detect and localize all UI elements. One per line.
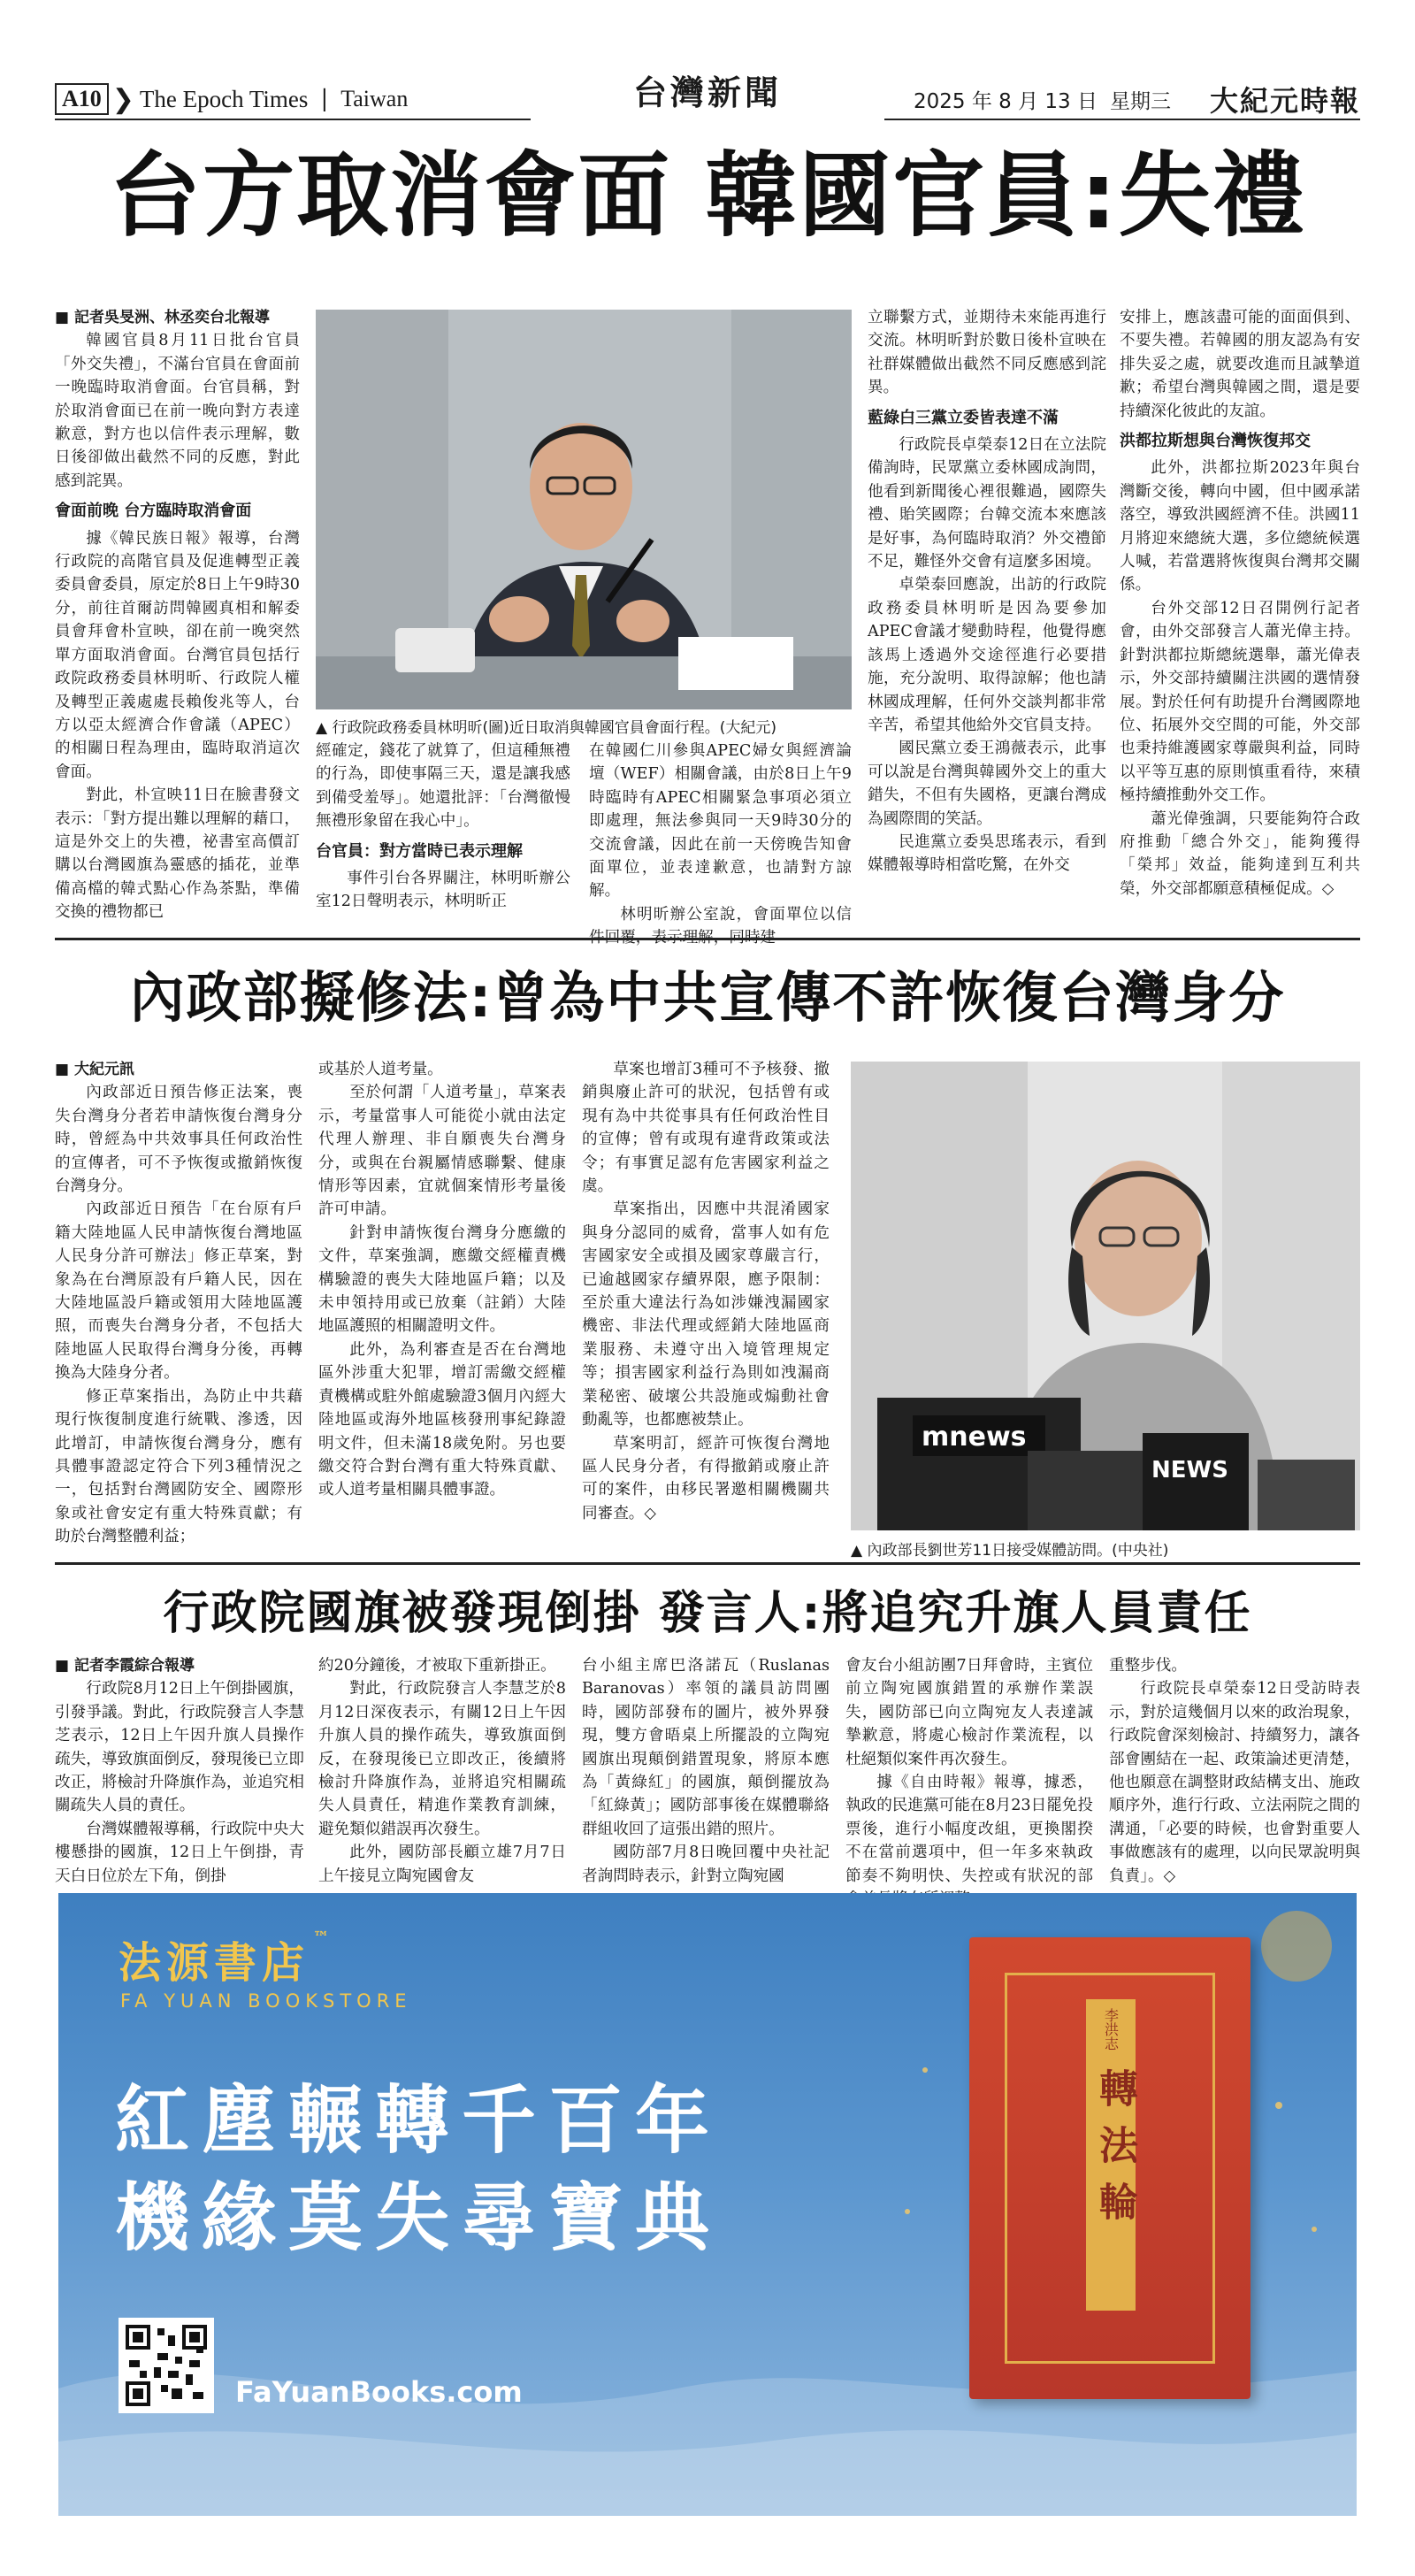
section-title: 台灣新聞: [632, 73, 782, 112]
article3-col3-p1: 國防部7月8日晚回覆中央社記者詢問時表示，針對立陶宛國: [582, 1844, 830, 1885]
article3-col5: [1109, 1654, 1360, 1885]
article1-col1b-p1: 對此，朴宣映11日在臉書發文表示：「對方提出難以理解的藉口，這是外交上的失禮，祕書室高價訂購以台灣國旗為靈感的插花，並準備高檔的韓式點心作為茶點，準備交換的禮物都已: [55, 786, 300, 922]
article2-col2-p3: 此外，為利審查是否在台灣地區外涉重大犯罪，增訂需繳交經權責機構或駐外館處驗證3個月內經大陸地區或海外地區核發刑事紀錄證明文件，但未滿18歲免附。另也要繳交符合對台灣有重大特殊貢獻、或人道考量相關具體事證。: [318, 1340, 566, 1499]
ad-slogan-1: 紅塵輾轉千百年: [115, 2076, 723, 2164]
article1-byline: ■ 記者吳旻洲、林丞奕台北報導: [55, 309, 270, 326]
article1-col3-p1: 林明昕辦公室說，會面單位以信: [620, 905, 852, 924]
section-title-wrap: [531, 69, 884, 120]
article3-col2-p1: 對此，行政院發言人李慧芝於8月12日深夜表示，有關12日上午因升旗人員的操作疏失，導致旗面倒反，在發現後已立即改正，後續將檢討升降旗作為，並將追究相關疏失人員責任，精進作業教育訓練，避免類似錯誤再次發生。: [318, 1680, 566, 1838]
bookstore-advertisement[interactable]: [58, 1893, 1357, 2516]
article3-col1: [55, 1654, 304, 1885]
article2-col1-p1: 內政部近日預告「在台原有戶籍大陸地區人民申請恢復台灣地區人民身分許可辦法」修正草案，對象為在台灣原設有戶籍人民，因在大陸地區設戶籍或領用大陸地區護照，而喪失台灣身分者，不包括大陸地區人民取得台灣身分後，再轉換為大陸身分者。: [55, 1200, 302, 1383]
article1-subhead4: 藍綠白三黨立委皆表達不滿: [868, 408, 1059, 427]
article1-col4b-p3: 民進黨立委吳思瑤表示，看到媒體報導時相當吃驚，在外交: [868, 832, 1106, 875]
article-divider-2: [55, 1562, 1360, 1565]
article3-col4-p1: 據《自由時報》報導，據悉，執政的民進黨可能在8月23日罷免投票後，進行小幅度改組，更換閣揆不在當前選項中，但一年多來執政節奏不夠明快、失控或有狀況的部: [845, 1774, 1093, 1885]
article2-col1: [55, 1058, 302, 1553]
article2-headline: 內政部擬修法:曾為中共宣傳不許恢復台灣身分: [129, 965, 1286, 1030]
article2-col3-p2: 草案明訂，經許可恢復台灣地區人民身分者，有得撤銷或廢止許可的案件，由移民署邀相關機關共同審查。◇: [582, 1434, 830, 1522]
page-number: A10: [55, 83, 109, 115]
article3-byline: ■ 記者李霞綜合報導: [55, 1657, 195, 1675]
ad-website-link[interactable]: FaYuanBooks.com: [235, 2375, 523, 2409]
article2-col3-p1: 草案指出，因應中共混淆國家與身分認同的威脅，當事人如有危害國家安全或損及國家尊嚴言行，已逾越國家存續界限，應予限制：至於重大違法行為如涉嫌洩漏國家機密、非法代理或經銷大陸地區商業服務、未遵守出入境管理規定等；損害國家利益行為則如洩漏商業秘密、破壞公共設施或煽動社會動亂等，也都應被禁止。: [582, 1200, 830, 1430]
article1-col5b-p0: 此外，洪都拉斯2023年與台灣斷交後，轉向中國，但中國承諾落空，導致洪國經濟不佳。洪國11月將迎來總統大選，多位總統候選人喊，若當選將恢復與台灣邦交關係。: [1120, 459, 1360, 594]
article3-col4-p0: 會友台小組訪團7日拜會時，主賓位前立陶宛國旗錯置的承辦作業誤失，國防部已向立陶宛友人表達誠摯歉意，將處心檢討作業流程，以杜絕類似案件再次發生。: [845, 1657, 1093, 1768]
header-separator: |: [320, 86, 329, 112]
article1-col4b-p0: 行政院長卓榮泰12日在立法院備詢時，民眾黨立委林國成詢問，他看到新聞後心裡很難過，國際失禮、貽笑國際；台韓交流本來應該是好事，為何臨時取消？外交禮節不足，難怪外交會有這麼多困境。: [868, 436, 1106, 571]
article1-photo: [316, 310, 852, 709]
article1-col4-p0: 立聯繫方式，並期待未來能再進行交流。林明昕對於數日後朴宣映在社群媒體做出截然不同反應感到詫異。: [868, 309, 1106, 397]
article1-col4b-p1: 卓榮泰回應說，出訪的行政院政務委員林明昕是因為要參加APEC會議才變動時程，他覺得應該馬上透過外交途徑進行必要措施，充分說明、取得諒解；他也請林國成理解，任何外交談判都非常辛苦，希望其他給外交官員支持。: [868, 576, 1106, 734]
book-title-strip: [1086, 1999, 1136, 2311]
article2-photo: [851, 1062, 1360, 1530]
article1-col5b-p1: 台外交部12日召開例行記者會，由外交部發言人蕭光偉主持。針對洪都拉斯總統選舉，蕭光偉表示，外交部持續關注洪國的選情發展。對於任何有助提升台灣國際地位、拓展外交空間的可能，外交部也秉持維護國家尊嚴與利益，同時以平等互惠的原則慎重看待，來積極持續推動外交工作。: [1120, 599, 1360, 805]
article1-col2b-p0: 事件引台各界關注，林明昕辦公室12日聲明表示，林明昕正: [316, 870, 570, 911]
minister-interview-image: [851, 1062, 1360, 1530]
article3-col2-p2: 此外，國防部長顧立雄7月7日上午接見立陶宛國會友: [318, 1844, 566, 1885]
article1-col1-p0: 韓國官員8月11日批台官員「外交失禮」，不滿台官員在會面前一晚臨時取消會面。台官員稱，對於取消會面已在前一晚向對方表達歉意，對方也以信件表示理解，數日後卻做出截然不同的反應，對此感到詫異。: [55, 332, 300, 490]
article3-headline: 行政院國旗被發現倒掛 發言人:將追究升旗人員責任: [163, 1587, 1252, 1640]
article1-col1: [55, 306, 300, 925]
article2-col2: [318, 1058, 566, 1553]
article2-col1-p2: 修正草案指出，為防止中共藉現行恢復制度進行統戰、滲透，因此增訂，申請恢復台灣身分，應有具體事證認定符合下列3種情況之一，包括對台灣國防安全、國際形象或社會安定有重大特殊貢獻；有助於台灣整體利益；: [55, 1387, 302, 1546]
mic-label-2: NEWS: [1151, 1457, 1228, 1484]
article1-col3: [589, 740, 852, 925]
newspaper-logo: 大紀元時報: [1209, 84, 1360, 118]
official-portrait-image: [316, 310, 852, 709]
article3-col2-p0: 約20分鐘後，才被取下重新掛正。: [318, 1657, 556, 1675]
article1-subhead1: 會面前晚 台方臨時取消會面: [55, 502, 252, 521]
article2-col2-p2: 針對申請恢復台灣身分應繳的文件，草案強調，應繳交經權責機構驗證的喪失大陸地區戶籍；以及未申領持用或已放棄（註銷）大陸地區護照的相關證明文件。: [318, 1223, 566, 1336]
article1-col4b-p2: 國民黨立委王鴻薇表示，此事可以說是台灣與韓國外交上的重大錯失，不但有失國格，更讓台灣成為國際間的笑話。: [868, 740, 1106, 828]
article1-col5b-p2: 蕭光偉強調，只要能夠符合政府推動「總合外交」，能夠獲得「榮邦」效益，能夠達到互利共榮，外交部都願意積極促成。◇: [1120, 809, 1360, 898]
article3-col2: [318, 1654, 566, 1885]
qr-code-icon: [126, 2325, 207, 2406]
mic-label-1: mnews: [922, 1422, 1027, 1453]
article2-col3-p0: 草案也增訂3種可不予核發、撤銷與廢止許可的狀況，包括曾有或現有為中共從事具有任何政治性目的宣傳；曾有或現有違背政策或法令；有事實足認有危害國家利益之虞。: [582, 1061, 830, 1196]
article1-headline: 台方取消會面 韓國官員:失禮: [109, 142, 1306, 249]
ad-qr-code[interactable]: [119, 2318, 214, 2413]
article2-photo-caption: ▲ 內政部長劉世芳11日接受媒體訪問。(中央社): [851, 1542, 1169, 1560]
article3-col5-p0: 重整步伐。: [1109, 1657, 1187, 1675]
chevron-right-icon: ❯: [111, 83, 134, 115]
ad-brand-cn-text: 法源書店: [119, 1938, 310, 1988]
ad-brand-cn: [119, 1928, 334, 1990]
header-right: [914, 79, 1360, 119]
issue-date: 2025 年 8 月 13 日: [913, 89, 1098, 113]
article3-col3: [582, 1654, 830, 1885]
article1-col3-p0: 在韓國仁川參與APEC婦女與經濟論壇（WEF）相關會議，由於8日上午9時臨時有APEC相關緊急事項必須立即處理，無法參與同一天9時30分的交流會議，因此在前一天傍晚告知會面單位，並表達歉意，也請對方諒解。: [589, 742, 852, 901]
article3-col5-p1: 行政院長卓榮泰12日受訪時表示，對於這幾個月以來的政治現象，行政院會深刻檢討、持續努力，讓各部會團結在一起、政策論述更清楚，他也願意在調整財政結構支出、施政順序外，進行行政、立法兩院之間的溝通，「必要的時候，也會對重要人事做應該有的處理，以向民眾說明與負責」。◇: [1109, 1680, 1360, 1885]
article2-col1-p0: 內政部近日預告修正法案，喪失台灣身分者若申請恢復台灣身分時，曾經為中共效事具任何政治性的宣傳者，可不予恢復或撤銷恢復台灣身分。: [55, 1084, 302, 1196]
paper-name: The Epoch Times: [139, 85, 309, 112]
article1-col2-p0: 經確定，錢花了就算了，但這種無禮的行為，即使事隔三天，還是讓我感到備受羞辱」。她還批評：「台灣徹慢無禮形象留在我心中」。: [316, 742, 570, 831]
article2-col2-p1: 至於何謂「人道考量」，草案表示，考量當事人可能從小就由法定代理人辦理、非自願喪失台灣身分，或與在台親屬情感聯繫、健康情形等因素，宜就個案情形考量後許可申請。: [318, 1084, 566, 1219]
issue-weekday: 星期三: [1109, 89, 1171, 113]
ad-book-cover: [969, 1937, 1251, 2399]
article2-col2-p0: 或基於人道考量。: [318, 1061, 443, 1078]
ad-brand-en: FA YUAN BOOKSTORE: [120, 1990, 412, 2012]
region-label: Taiwan: [340, 86, 409, 111]
ad-trademark: ™: [313, 1928, 335, 1947]
article3-col4: [845, 1654, 1093, 1885]
article3-col1-p1: 台灣媒體報導稱，行政院中央大樓懸掛的國旗，12日上午倒掛，青天白日位於左下角，倒掛: [55, 1820, 304, 1885]
article1-photo-caption: ▲ 行政院政務委員林明昕(圖)近日取消與韓國官員會面行程。(大紀元): [316, 719, 777, 737]
article-divider-1: [55, 938, 1360, 940]
article1-col5-p0: 安排上，應該盡可能的面面俱到、不要失禮。若韓國的朋友認為有安排失妥之處，就要改進而且誠摯道歉；希望台灣與韓國之間，還是要持續深化彼此的友誼。: [1120, 309, 1360, 420]
book-title: 轉法輪: [1092, 2068, 1137, 2238]
article2-byline: ■ 大紀元訊: [55, 1061, 134, 1078]
article1-col4: [868, 306, 1106, 925]
article1-subhead2: 台官員：對方當時已表示理解: [316, 841, 523, 861]
book-author: 李洪志: [1102, 2008, 1120, 2051]
article2-col3: [582, 1058, 830, 1553]
article3-col3-p0: 台小組主席巴洛諾瓦（Ruslanas Baranovas）率領的議員訪問團時，國防部發布的圖片，被外界發現，雙方會晤桌上所擺設的立陶宛國旗出現顛倒錯置現象，將原本應為「黃綠紅」的國旗，顛倒擺放為「紅綠黃」；國防部事後在媒體聯絡群組收回了這張出錯的照片。: [582, 1657, 830, 1838]
article1-col1b-p0: 據《韓民族日報》報導，台灣行政院的高階官員及促進轉型正義委員會委員，原定於8日上午9時30分，前往首爾訪問韓國真相和解委員會拜會朴宣映，卻在前一晚突然單方面取消會面。台灣官員包括行政院政務委員林明昕、行政院人權及轉型正義處處長賴俊兆等人，台方以亞太經濟合作會議（APEC）的相關日程為理由，臨時取消這次會面。: [55, 529, 300, 781]
article3-col1-p0: 行政院8月12日上午倒掛國旗，引發爭議。對此，行政院發言人李慧芝表示，12日上午因升旗人員操作疏失，導致旗面倒反，發現後已立即改正，將檢討升降旗作為，並追究相關疏失人員的責任。: [55, 1680, 304, 1815]
ad-slogan-2: 機緣莫失尋寶典: [115, 2174, 723, 2261]
article1-subhead5: 洪都拉斯想與台灣恢復邦交: [1120, 432, 1311, 451]
article1-col5: [1120, 306, 1360, 925]
article1-col2: [316, 740, 570, 925]
